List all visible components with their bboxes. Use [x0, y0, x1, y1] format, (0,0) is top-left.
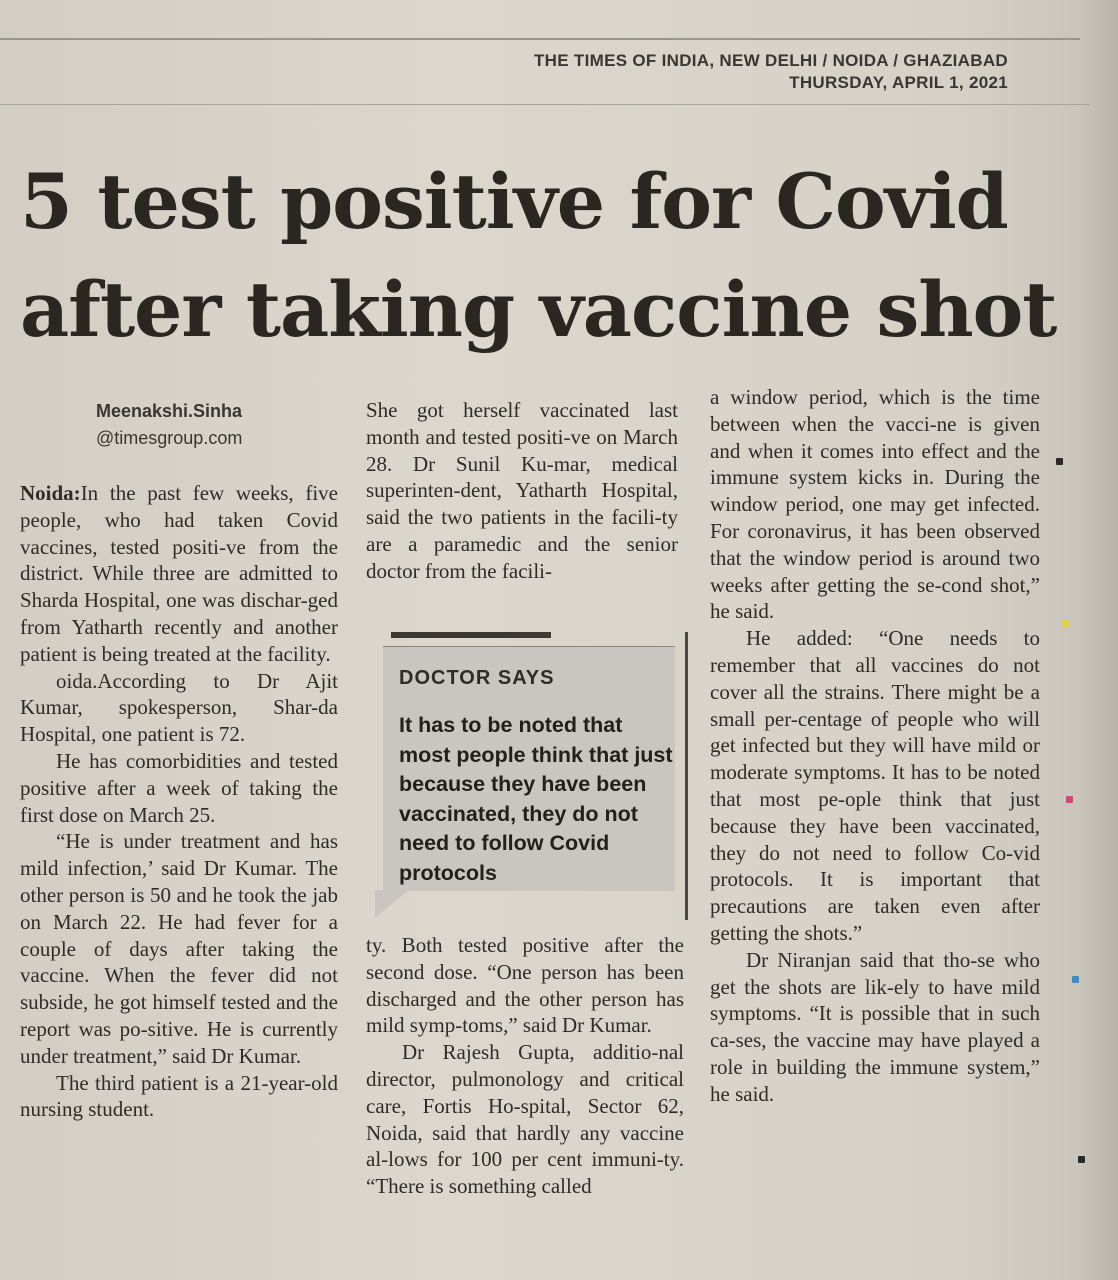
headline-line-1: 5 test positive for Covid: [20, 157, 1008, 246]
registration-mark-cyan: [1072, 976, 1079, 983]
article-column-2-bottom: [366, 932, 684, 1200]
byline: [96, 398, 242, 452]
masthead-rule: [0, 104, 1090, 105]
registration-mark-black-2: [1078, 1156, 1085, 1163]
callout-label: DOCTOR SAYS: [399, 667, 555, 689]
article-paragraph: Noida:In the past few weeks, five people, who had taken Covid vaccines, tested positi-ve from the district. While three are admitted to Sharda Hospital, one was dischar-ged from Yatharth recently and another patient is being treated at the facility.: [20, 481, 338, 666]
article-column-1: [20, 480, 338, 1123]
article-column-3: [710, 384, 1040, 1108]
callout-pointer: [375, 890, 409, 918]
registration-mark-magenta: [1066, 796, 1073, 803]
page-edge-shadow: [1078, 0, 1118, 1280]
registration-mark-black: [1056, 458, 1063, 465]
headline: [20, 148, 1080, 364]
article-paragraph: Dr Rajesh Gupta, additio-nal director, pulmonology and critical care, Fortis Ho-spital, Sector 62, Noida, said that hardly any vaccine al-lows for 100 per cent immuni-ty. “There is something called: [366, 1040, 684, 1199]
article-paragraph: oida.According to Dr Ajit Kumar, spokesperson, Shar-da Hospital, one patient is 72.: [20, 668, 338, 747]
masthead-date: THURSDAY, APRIL 1, 2021: [789, 73, 1008, 92]
dateline: Noida:: [20, 481, 81, 505]
callout-accent-bar: [391, 632, 551, 638]
byline-email: @timesgroup.com: [96, 428, 243, 448]
article-paragraph: The third patient is a 21-year-old nursing student.: [20, 1070, 338, 1122]
article-paragraph: Dr Niranjan said that tho-se who get the shots are lik-ely to have mild symptoms. “It is possible that in such ca-ses, the vaccine may have played a role in building the immune system,” he said.: [710, 947, 1040, 1106]
byline-name: Meenakshi.Sinha: [96, 401, 243, 421]
article-column-2-top: [366, 397, 678, 585]
masthead-publication: THE TIMES OF INDIA, NEW DELHI / NOIDA / GHAZIABAD: [533, 51, 1008, 70]
article-paragraph: a window period, which is the time between when the vacci-ne is given and when it comes into effect and the immune system kicks in. During the window period, one may get infected. For coronavirus, it has been observed that the window period is around two weeks after getting the se-cond shot,” he said.: [710, 385, 1040, 624]
top-rule: [0, 38, 1080, 40]
article-paragraph: She got herself vaccinated last month and tested positi-ve on March 28. Dr Sunil Ku-mar, medical superinten-dent, Yatharth Hospital, said the two patients in the facili-ty are a paramedic and the senior doctor from the facili-: [366, 398, 678, 583]
callout-box: [383, 646, 675, 891]
article-paragraph: He added: “One needs to remember that all vaccines do not cover all the strains. There might be a small per-centage of people who will get infected but they will have mild or moderate symptoms. It has to be noted that most pe-ople think that just because they have been vaccinated, they do not need to follow Co-vid protocols. It is important that precautions are taken even after getting the shots.”: [710, 626, 1040, 945]
article-paragraph: “He is under treatment and has mild infection,’ said Dr Kumar. The other person is 50 and he took the jab on March 22. He had fever for a couple of days after taking the vaccine. When the fever did not subside, he got himself tested and the report was po-sitive. He is currently under treatment,” said Dr Kumar.: [20, 829, 338, 1068]
article-paragraph: He has comorbidities and tested positive after a week of taking the first dose on March 25.: [20, 748, 338, 827]
headline-line-2: after taking vaccine shot: [20, 265, 1057, 354]
article-paragraph: ty. Both tested positive after the second dose. “One person has been discharged and the other person has mild symp-toms,” said Dr Kumar.: [366, 933, 684, 1038]
callout-quote: It has to be noted that most people think that just because they have been vaccinated, they do not need to follow Covid protocols: [399, 713, 673, 885]
registration-mark-yellow: [1062, 620, 1069, 627]
masthead: [534, 50, 1008, 94]
doctor-says-callout: [375, 632, 688, 920]
